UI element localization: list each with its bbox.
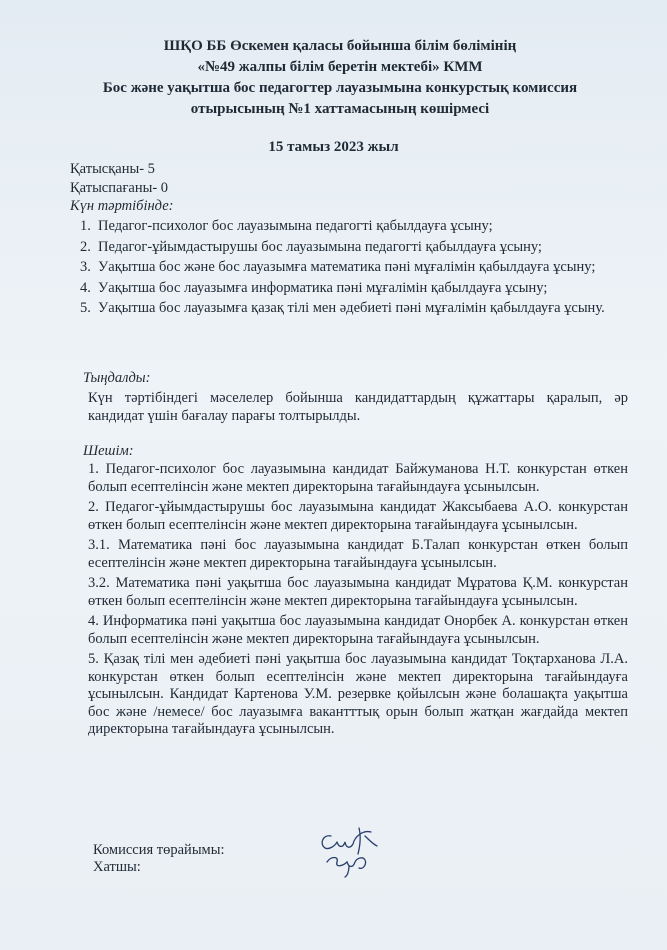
agenda-item-text: Уақытша бос лауазымға информатика пәні мұғалімін қабылдауға ұсыну; [98,279,548,296]
agenda-item-text: Уақытша бос және бос лауазымға математика пәні мұғалімін қабылдауға ұсыну; [98,259,596,275]
agenda-item-number: 2. [80,238,91,255]
agenda-item-text: Уақытша бос лауазымға қазақ тілі мен әдебиеті пәні мұғалімін қабылдауға ұсыну. [98,300,605,316]
header-line-2: «№49 жалпы білім беретін мектебі» КММ [197,59,483,75]
decision-heading: Шешім: [83,443,134,459]
decision-item: 3.2. Математика пәні уақытша бос лауазымына кандидат Мұратова Қ.М. конкурстан өткен болып есептелінсін және мектеп директорына тағайындауға ұсынылсын. [88,575,628,609]
document-date: 15 тамыз 2023 жыл [268,139,399,155]
agenda-item-number: 3. [80,259,91,275]
decision-list [88,461,628,742]
agenda-item [80,238,625,257]
agenda-item [80,217,625,236]
agenda-item [80,299,625,318]
secretary-label: Хатшы: [93,859,141,875]
decision-item: 4. Информатика пәні уақытша бос лауазымына кандидат Онорбек А. конкурстан өткен болып есептелінсін және мектеп директорына тағайындауға ұсынылсын. [88,613,628,647]
header-line-1: ШҚО ББ Өскемен қаласы бойынша білім бөлімінің [163,38,517,54]
agenda-item-number: 5. [80,300,91,316]
attendance-present: Қатысқаны- 5 [70,161,155,177]
agenda-heading: Күн тәртібінде: [70,198,174,214]
agenda-item-number: 1. [80,218,91,234]
agenda-item-text: Педагог-психолог бос лауазымына педагогті қабылдауға ұсыну; [98,218,493,234]
agenda-item [80,279,625,298]
decision-item: 5. Қазақ тілі мен әдебиеті пәні уақытша бос лауазымына кандидат Тоқтарханова Л.А. конкурстан өткен болып есептелінсін және мектеп директорына тағайындауға ұсынылсын. Кандидат Картенова У.М. резервке қойылсын және болашақта уақытша бос және /немесе/ бос лауазымға вакантттық орын болып жатқан жағдайда мектеп директорына тағайындауға ұсынылсын. [88,651,628,737]
agenda-item-number: 4. [80,279,91,296]
decision-item: 1. Педагог-психолог бос лауазымына кандидат Байжуманова Н.Т. конкурстан өткен болып есептелінсін және мектеп директорына тағайындауға ұсынылсын. [88,461,628,495]
listened-text: Күн тәртібіндегі мәселелер бойынша кандидаттардың құжаттары қаралып, әр кандидат үшін бағалау парағы толтырылды. [88,390,628,424]
attendance-absent: Қатыспағаны- 0 [70,180,169,196]
chair-label: Комиссия төрайымы: [93,842,225,858]
document-header [40,36,640,120]
agenda-item [80,258,625,277]
header-line-3: Бос және уақытша бос педагогтер лауазымына конкурстық комиссия [102,80,578,96]
signature-strokes [322,828,377,877]
decision-item: 2. Педагог-ұйымдастырушы бос лауазымына кандидат Жаксыбаева А.О. конкурстан өткен болып есептелінсін және мектеп директорына тағайындауға ұсынылсын. [88,499,628,533]
listened-heading: Тыңдалды: [83,370,151,386]
handwritten-signature [313,822,385,878]
decision-item: 3.1. Математика пәні бос лауазымына кандидат Б.Талап конкурстан өткен болып есептелінсін және мектеп директорына тағайындауға ұсынылсын. [88,537,628,571]
header-line-4: отырысының №1 хаттамасының көшірмесі [190,101,490,117]
agenda-list [80,217,625,320]
agenda-item-text: Педагог-ұйымдастырушы бос лауазымына педагогті қабылдауға ұсыну; [98,238,542,255]
